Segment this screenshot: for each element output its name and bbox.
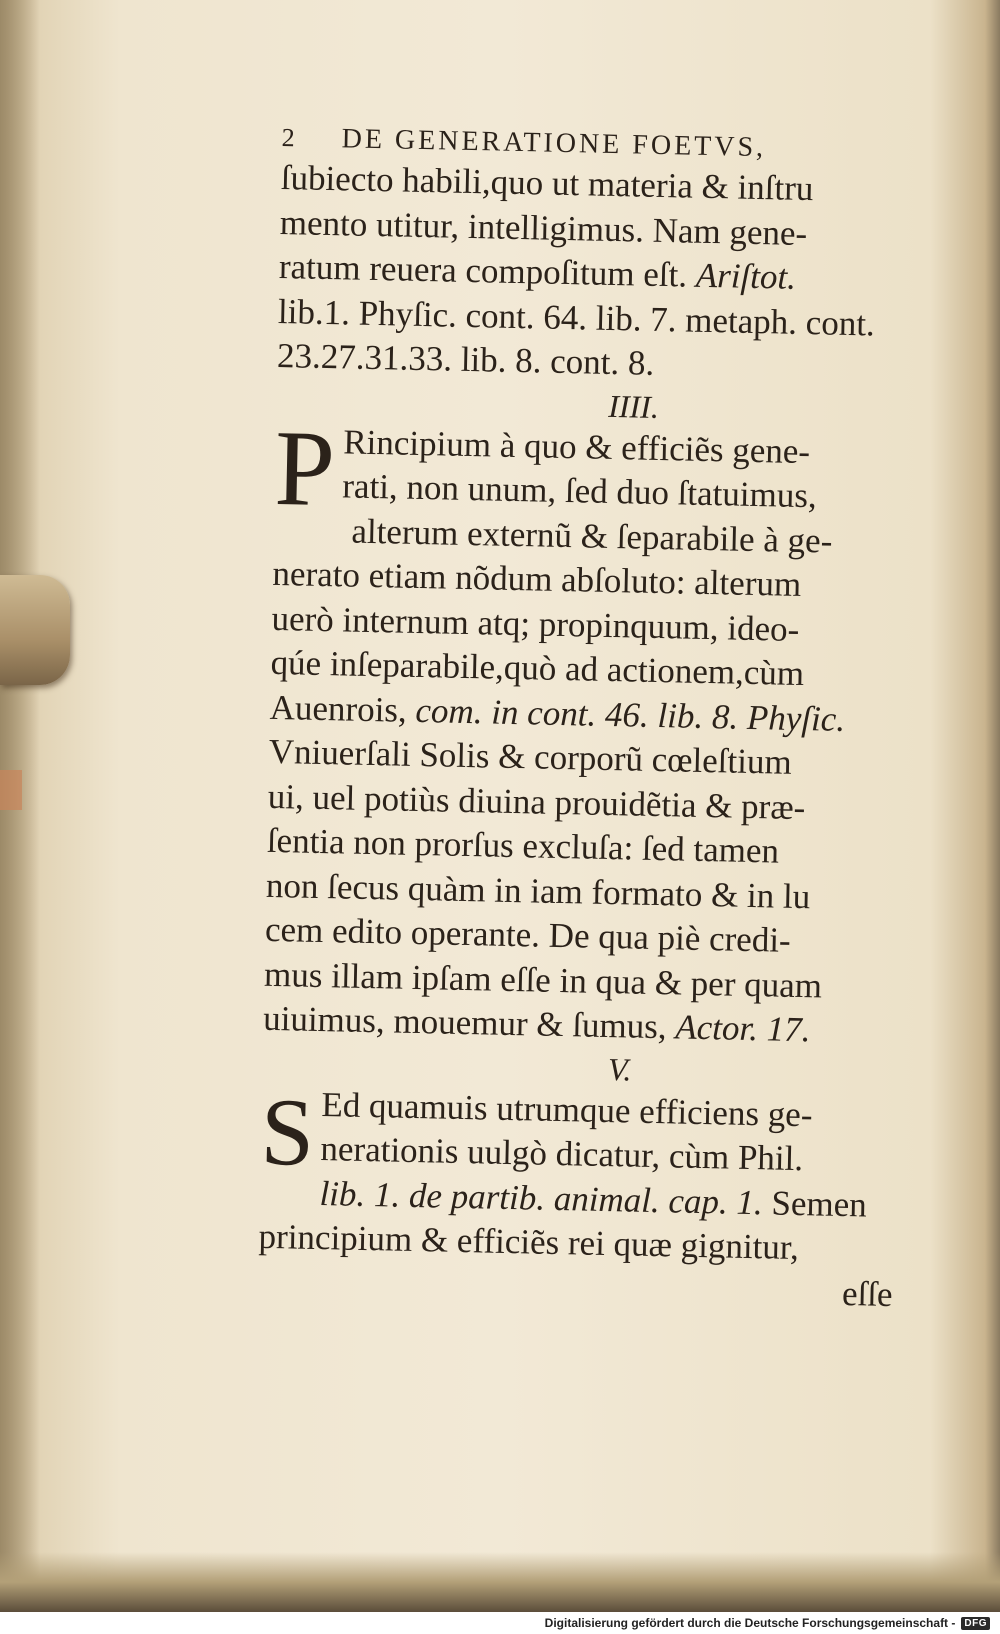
funding-credit: Digitalisierung gefördert durch die Deutsche Forschungsgemeinschaft -: [544, 1616, 956, 1630]
text-line: non ſecus quàm in iam formato & in lu: [265, 865, 811, 916]
text-line: Ed quamuis utrumque efficiens ge-: [321, 1084, 813, 1134]
text-line: alterum externũ & ſeparabile à ge-: [351, 511, 833, 561]
section-number: V.: [607, 1050, 632, 1088]
citation-line: 23.27.31.33. lib. 8. cont. 8.: [276, 335, 655, 383]
text-line: ſubiecto habili,quo ut materia & inſtru: [280, 157, 814, 209]
catchword: eſſe: [841, 1273, 893, 1314]
citation: Actor. 17.: [674, 1007, 811, 1050]
text-line: nerato etiam nõdum abſoluto: alterum: [272, 553, 802, 604]
text-line: ui, uel potiùs diuina prouidẽtia & præ-: [267, 776, 806, 827]
drop-cap: S: [259, 1077, 316, 1186]
citation: lib. 1. de partib. animal. cap. 1.: [319, 1173, 764, 1222]
text-line: Rincipium à quo & efficiẽs gene-: [342, 421, 811, 471]
text-run: ratum reuera compoſitum eſt.: [278, 246, 688, 295]
text-line: uerò internum atq; propinquum, ideo-: [271, 598, 800, 649]
book-bottom-edge: [0, 1552, 1000, 1612]
clip-tab: [0, 575, 70, 685]
citation: com. in cont. 46. lib. 8. Phyſic.: [415, 690, 846, 739]
folio-number: 2: [281, 122, 298, 153]
dfg-logo: DFG: [961, 1617, 990, 1630]
paragraph-4: [273, 408, 931, 565]
paragraph-5: [259, 1077, 917, 1186]
text-line: mento utitur, intelligimus. Nam gene-: [279, 202, 808, 253]
citation: Ariſtot.: [695, 255, 797, 297]
text-line: qúe inſeparabile,quò ad actionem,cùm: [270, 642, 805, 694]
section-number: IIII.: [607, 387, 660, 425]
text-line: ſentia non prorſus excluſa: ſed tamen: [266, 820, 780, 871]
text-run: Auenrois,: [269, 687, 408, 730]
running-head: DE GENERATIONE FOETVS,: [341, 123, 767, 164]
text-line: principium & efficiẽs rei quæ gignitur,: [258, 1216, 800, 1268]
text-line: rati, non unum, ſed duo ſtatuimus,: [341, 466, 818, 516]
digitization-footer: [0, 1612, 1000, 1634]
citation-line: lib.1. Phyſic. cont. 64. lib. 7. metaph. cont.: [277, 291, 876, 343]
page-edge-mark: [0, 770, 22, 810]
text-line: cem edito operante. De qua piè credi-: [264, 909, 792, 960]
text-run: uiuimus, mouemur & ſumus,: [262, 998, 668, 1047]
text-line: mus illam ipſam eſſe in qua & per quam: [263, 954, 823, 1005]
text-run: Semen: [771, 1182, 868, 1224]
drop-cap: P: [273, 408, 337, 529]
text-line: nerationis uulgò dicatur, cùm Phil.: [320, 1129, 804, 1179]
text-line: Vniuerſali Solis & corporũ cœleſtium: [268, 731, 793, 782]
page-text: [257, 122, 937, 1317]
